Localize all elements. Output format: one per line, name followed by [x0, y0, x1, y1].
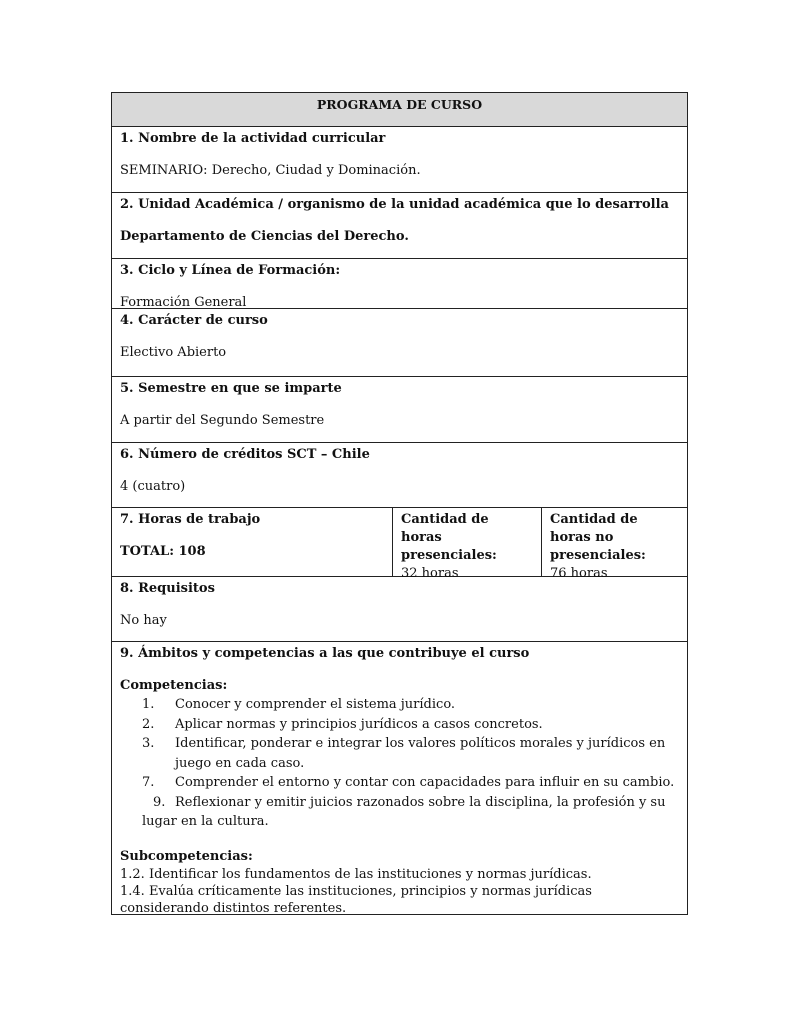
section-4-label: 4. Carácter de curso [120, 313, 268, 328]
section-1-label: 1. Nombre de la actividad curricular [120, 131, 386, 146]
total-hours: TOTAL: 108 [120, 544, 206, 559]
subcompetencia-item: 1.4. Evalúa críticamente las instituciones, principios y normas jurídicas considerando distintos referentes. [120, 883, 592, 916]
section-1 [112, 127, 687, 193]
in-person-hours-cell [393, 508, 542, 581]
section-8-value: No hay [120, 613, 167, 628]
list-item [120, 773, 679, 793]
section-3-label: 3. Ciclo y Línea de Formación: [120, 263, 341, 278]
section-4 [112, 309, 687, 377]
section-3 [112, 259, 687, 309]
section-5-label: 5. Semestre en que se imparte [120, 381, 342, 396]
list-item-number: 3. [142, 736, 155, 751]
in-person-hours-label: Cantidad de horas presenciales: [401, 512, 497, 563]
section-6 [112, 443, 687, 508]
remote-hours-cell [542, 508, 687, 581]
section-8-label: 8. Requisitos [120, 581, 215, 596]
competencias-list [120, 695, 679, 832]
list-item [120, 695, 679, 715]
list-item [120, 793, 679, 832]
list-item-number: 7. [142, 775, 155, 790]
work-hours-cell [112, 508, 393, 576]
section-7 [112, 508, 687, 581]
list-item-number: 9. [153, 794, 166, 810]
section-6-value: 4 (cuatro) [120, 479, 186, 494]
remote-hours-value: 76 horas [550, 566, 608, 581]
section-3-value: Formación General [120, 295, 247, 310]
section-2-label: 2. Unidad Académica / organismo de la unidad académica que lo desarrolla [120, 197, 669, 212]
section-1-value: SEMINARIO: Derecho, Ciudad y Dominación. [120, 163, 421, 178]
subcompetencias-label: Subcompetencias: [120, 848, 253, 864]
section-7-label: 7. Horas de trabajo [120, 512, 261, 527]
in-person-hours-value: 32 horas [401, 566, 459, 581]
list-item-text: Reflexionar y emitir juicios razonados sobre la disciplina, la profesión y su lugar en la cultura. [142, 794, 666, 829]
list-item-text: Identificar, ponderar e integrar los valores políticos morales y jurídicos en juego en cada caso. [175, 736, 666, 771]
section-5-value: A partir del Segundo Semestre [120, 413, 325, 428]
section-2 [112, 193, 687, 259]
remote-hours-label: Cantidad de horas no presenciales: [550, 512, 646, 563]
subcompetencias [120, 848, 679, 917]
section-5 [112, 377, 687, 443]
section-4-value: Electivo Abierto [120, 345, 227, 360]
subcompetencia-item: 1.2. Identificar los fundamentos de las instituciones y normas jurídicas. [120, 866, 592, 882]
section-2-value: Departamento de Ciencias del Derecho. [120, 229, 409, 244]
section-9-label: 9. Ámbitos y competencias a las que contribuye el curso [120, 646, 530, 661]
section-8 [112, 577, 687, 642]
section-9 [112, 642, 687, 914]
list-item [120, 715, 679, 735]
course-program-table [111, 92, 688, 915]
list-item-number: 2. [142, 716, 155, 732]
list-item-text: Aplicar normas y principios jurídicos a casos concretos. [175, 716, 543, 732]
list-item-number: 1. [142, 697, 155, 712]
list-item-text: Comprender el entorno y contar con capacidades para influir en su cambio. [175, 775, 675, 790]
list-item [120, 734, 679, 773]
section-6-label: 6. Número de créditos SCT – Chile [120, 447, 370, 462]
competencias-label: Competencias: [120, 678, 228, 693]
page-title: PROGRAMA DE CURSO [112, 93, 687, 127]
list-item-text: Conocer y comprender el sistema jurídico. [175, 697, 456, 712]
